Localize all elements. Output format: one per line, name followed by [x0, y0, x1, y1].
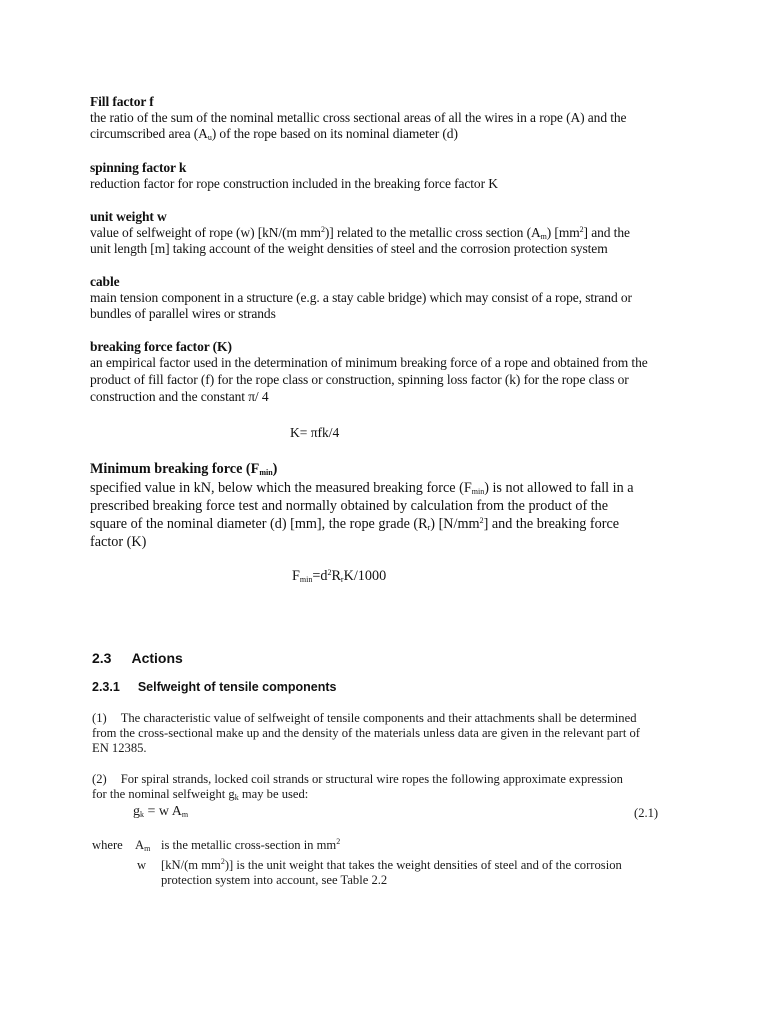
definition-minimum-breaking-force-line: specified value in kN, below which the measured breaking force $(F_{min})$ is not allowed to fall in a [90, 480, 634, 496]
term-cable: cable [90, 274, 120, 289]
subsection-heading: 2.3.1 Selfweight of tensile components [92, 680, 337, 694]
where-definition-w-line: protection system into account, see Table 2.2 [161, 873, 388, 887]
definition-spinning-factor: reduction factor for rope construction included in the breaking force factor K [90, 176, 498, 191]
equation-number: (2.1) [634, 806, 659, 820]
formula-breaking-force-factor: K= πfk/4 [290, 425, 340, 440]
term-breaking-force-factor: breaking force factor (K) [90, 339, 232, 354]
where-symbol-am: $A_m$ [135, 838, 151, 853]
clause-1-line: (1) The characteristic value of selfweight of tensile components and their attachments shall be determined [92, 711, 637, 725]
where-symbol-w: w [137, 858, 147, 872]
where-definition-w-line: [kN/(m $mm^2$)] is the unit weight that takes the weight densities of steel and of the corrosion [161, 857, 622, 872]
clause-1-line: from the cross-sectional make up and the density of the materials unless data are given in the relevant part of [92, 726, 640, 740]
formula-minimum-breaking-force: $F_{min}=d^2R_rK/1000$ [292, 568, 387, 584]
definition-unit-weight-line: value of selfweight of rope (w) [kN/(m $mm^2$)] related to the metallic cross section $(A_m)$ $[mm^2]$ and the [90, 225, 630, 241]
term-spinning-factor: spinning factor k [90, 160, 187, 175]
definition-unit-weight-line: unit length [m] taking account of the weight densities of steel and the corrosion protection system [90, 241, 608, 256]
definition-cable-line: main tension component in a structure (e.g. a stay cable bridge) which may consist of a rope, strand or [90, 290, 632, 305]
definition-fill-factor-line: the ratio of the sum of the nominal metallic cross sectional areas of all the wires in a rope (A) and the [90, 110, 627, 125]
definition-fill-factor-line: circumscribed area $(A_u)$ of the rope based on its nominal diameter (d) [90, 126, 458, 142]
definition-breaking-force-factor-line: an empirical factor used in the determination of minimum breaking force of a rope and obtained from the [90, 355, 648, 370]
equation-selfweight: $g_k = w$ $A_m$ [133, 804, 189, 819]
clause-2-line: for the nominal selfweight $g_k$ may be used: [92, 787, 309, 802]
definition-cable-line: bundles of parallel wires or strands [90, 306, 276, 321]
clause-2-line: (2) For spiral strands, locked coil strands or structural wire ropes the following approximate expression [92, 772, 623, 786]
definition-minimum-breaking-force-line: prescribed breaking force test and normally obtained by calculation from the product of the [90, 498, 609, 514]
where-label: where [92, 838, 123, 852]
where-definition-am: is the metallic cross-section in $mm^2$ [161, 837, 341, 852]
term-minimum-breaking-force: Minimum breaking force $(F_{min})$ [90, 461, 278, 477]
term-unit-weight: unit weight w [90, 209, 167, 224]
section-heading: 2.3 Actions [92, 650, 183, 666]
definition-minimum-breaking-force-line: factor (K) [90, 534, 147, 550]
definition-minimum-breaking-force-line: square of the nominal diameter (d) [mm], the rope grade $(R_r)$ $[N/mm^2]$ and the breaking force [90, 516, 620, 532]
definition-breaking-force-factor-line: product of fill factor (f) for the rope class or construction, spinning loss factor (k) for the rope class or [90, 372, 629, 387]
definition-breaking-force-factor-line: construction and the constant π/ 4 [90, 389, 269, 404]
term-fill-factor: Fill factor f [90, 94, 154, 109]
clause-1-line: EN 12385. [92, 741, 147, 755]
